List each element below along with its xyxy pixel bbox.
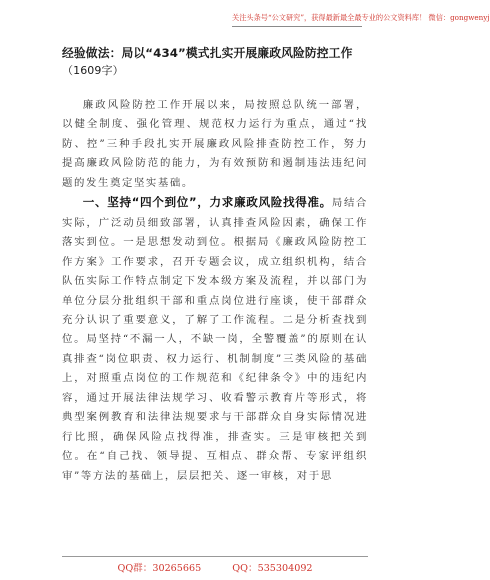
section1-text: 局结合实际，广泛动员细致部署，认真排查风险因素，确保工作落实到位。一是思想发动到位。根据局《廉政风险防控工作方案》工作要求，召开专题会议，成立组织机构，结合队伍实际工作特点制定下发本级方案及流程，并以部门为单位分层分批组织干部和重点岗位进行座谈，使干部群众充分认识了重要意义，了解了工作流程。二是分析查找到位。局坚持“不漏一人，不缺一岗，全警覆盖”的原则在认真排查“岗位职责、权力运行、机制制度”三类风险的基础上，对照重点岗位的工作规范和《纪律条令》中的违纪内容，通过开展法律法规学习、收看警示教育片等形式，将典型案例教育和法律法规要求与干部群众自身实际情况进行比照，确保风险点找得准，排查实。三是审核把关到位。在“自己找、领导提、互相点、群众帮、专家评组织审”等方法的基础上，层层把关、逐一审核，对于思 (62, 197, 368, 482)
section1-heading: 一、坚持“四个到位”，力求廉政风险找得准。 (82, 195, 332, 210)
document-title (62, 45, 368, 79)
intro-paragraph: 廉政风险防控工作开展以来，局按照总队统一部署，以健全制度、强化管理、规范权力运行为重点，通过“找防、控”三种手段扎实开展廉政风险排查防控工作，努力提高廉政风险防范的能力，为有效预防和遏制违法违纪问题的发生奠定坚实基础。 (62, 99, 368, 189)
footer-contact (62, 556, 368, 574)
footer-qq: QQ：535304092 (232, 563, 313, 574)
header-banner: 关注头条号“公文研究”，获得最新最全最专业的公文资料库！ 微信：gongwenyj (232, 12, 362, 27)
title-text: 经验做法：局以“434”模式扎实开展廉政风险防控工作 (62, 46, 353, 60)
section1-paragraph (62, 193, 368, 486)
word-count: （1609字） (62, 64, 124, 77)
document-body (62, 96, 368, 486)
footer-qq-group: QQ群：30265665 (117, 563, 202, 574)
